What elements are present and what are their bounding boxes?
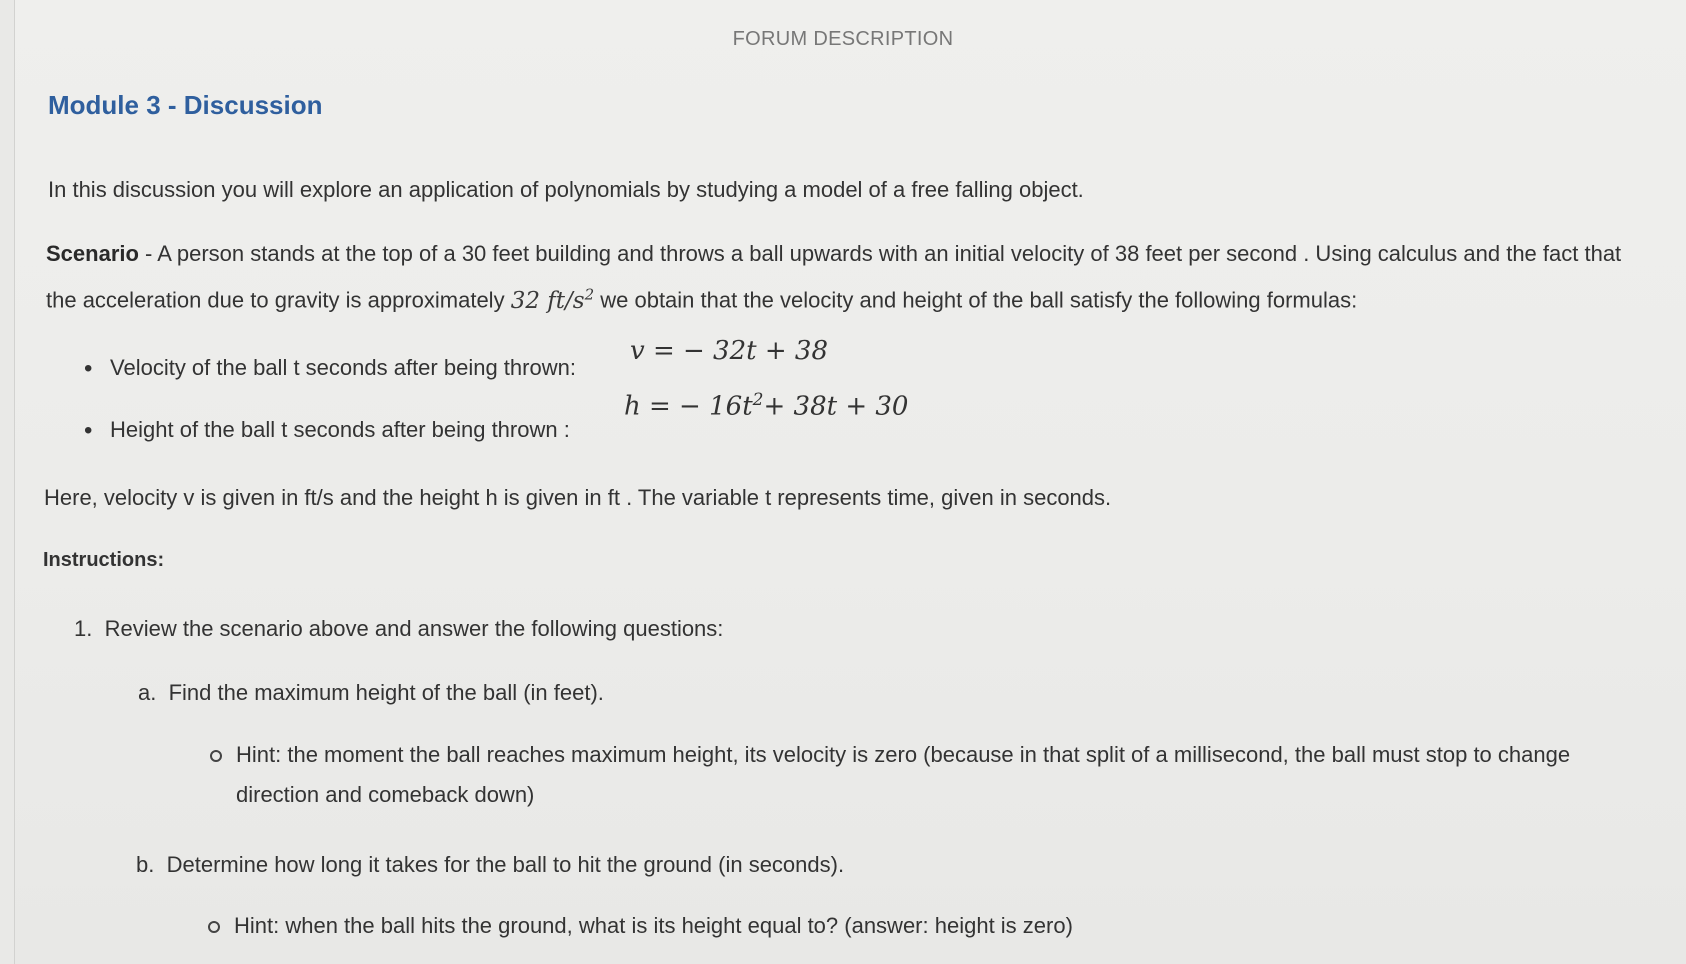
scenario-text-2: we obtain that the velocity and height of the ball satisfy the following formulas: [594, 287, 1358, 313]
question-b-text: Determine how long it takes for the ball to hit the ground (in seconds). [166, 852, 845, 877]
hint-b [208, 906, 1608, 946]
height-formula: h = − $16t^2+ 38t + 30$ [624, 390, 909, 422]
hint-a [210, 735, 1630, 815]
velocity-bullet [84, 355, 576, 381]
list-item [136, 845, 844, 885]
height-label: Height of the ball t seconds after being thrown : [110, 417, 570, 442]
scenario-text-1: - A person stands at the top of a 30 feet building and throws a ball upwards with an initial velocity of 38 feet per second . Using calculus and the fact that the acceleration due to gravity is approximately [46, 241, 1622, 313]
list-marker: b. [136, 852, 155, 877]
question-1-text: Review the scenario above and answer the following questions: [104, 616, 724, 641]
question-a-text: Find the maximum height of the ball (in feet). [168, 680, 604, 705]
page-title: Module 3 - Discussion [48, 90, 323, 120]
velocity-label: Velocity of the ball t seconds after being thrown: [110, 355, 576, 380]
hint-b-text: Hint: when the ball hits the ground, what is its height equal to? (answer: height is zero) [234, 913, 1073, 938]
list-item [74, 609, 723, 649]
scenario-label: Scenario [46, 241, 139, 266]
instructions-heading: Instructions: [43, 549, 165, 571]
gravity-value: 32 $ft/s^2$ [510, 285, 595, 314]
velocity-formula: v = − 32t + 38 [630, 336, 828, 366]
height-bullet [84, 417, 570, 443]
scenario-paragraph [46, 234, 1646, 321]
hint-a-text: Hint: the moment the ball reaches maximum height, its velocity is zero (because in that split of a millisecond, the ball must stop to change direction and comeback down) [236, 742, 1571, 807]
list-item [138, 673, 604, 713]
list-marker: a. [138, 680, 157, 705]
explanation-paragraph: Here, velocity v is given in ft/s and the height h is given in ft . The variable t represents time, given in seconds. [44, 485, 1112, 510]
intro-paragraph: In this discussion you will explore an application of polynomials by studying a model of a free falling object. [48, 177, 1084, 202]
forum-description-label: FORUM DESCRIPTION [732, 28, 954, 50]
list-marker: 1. [74, 616, 93, 641]
